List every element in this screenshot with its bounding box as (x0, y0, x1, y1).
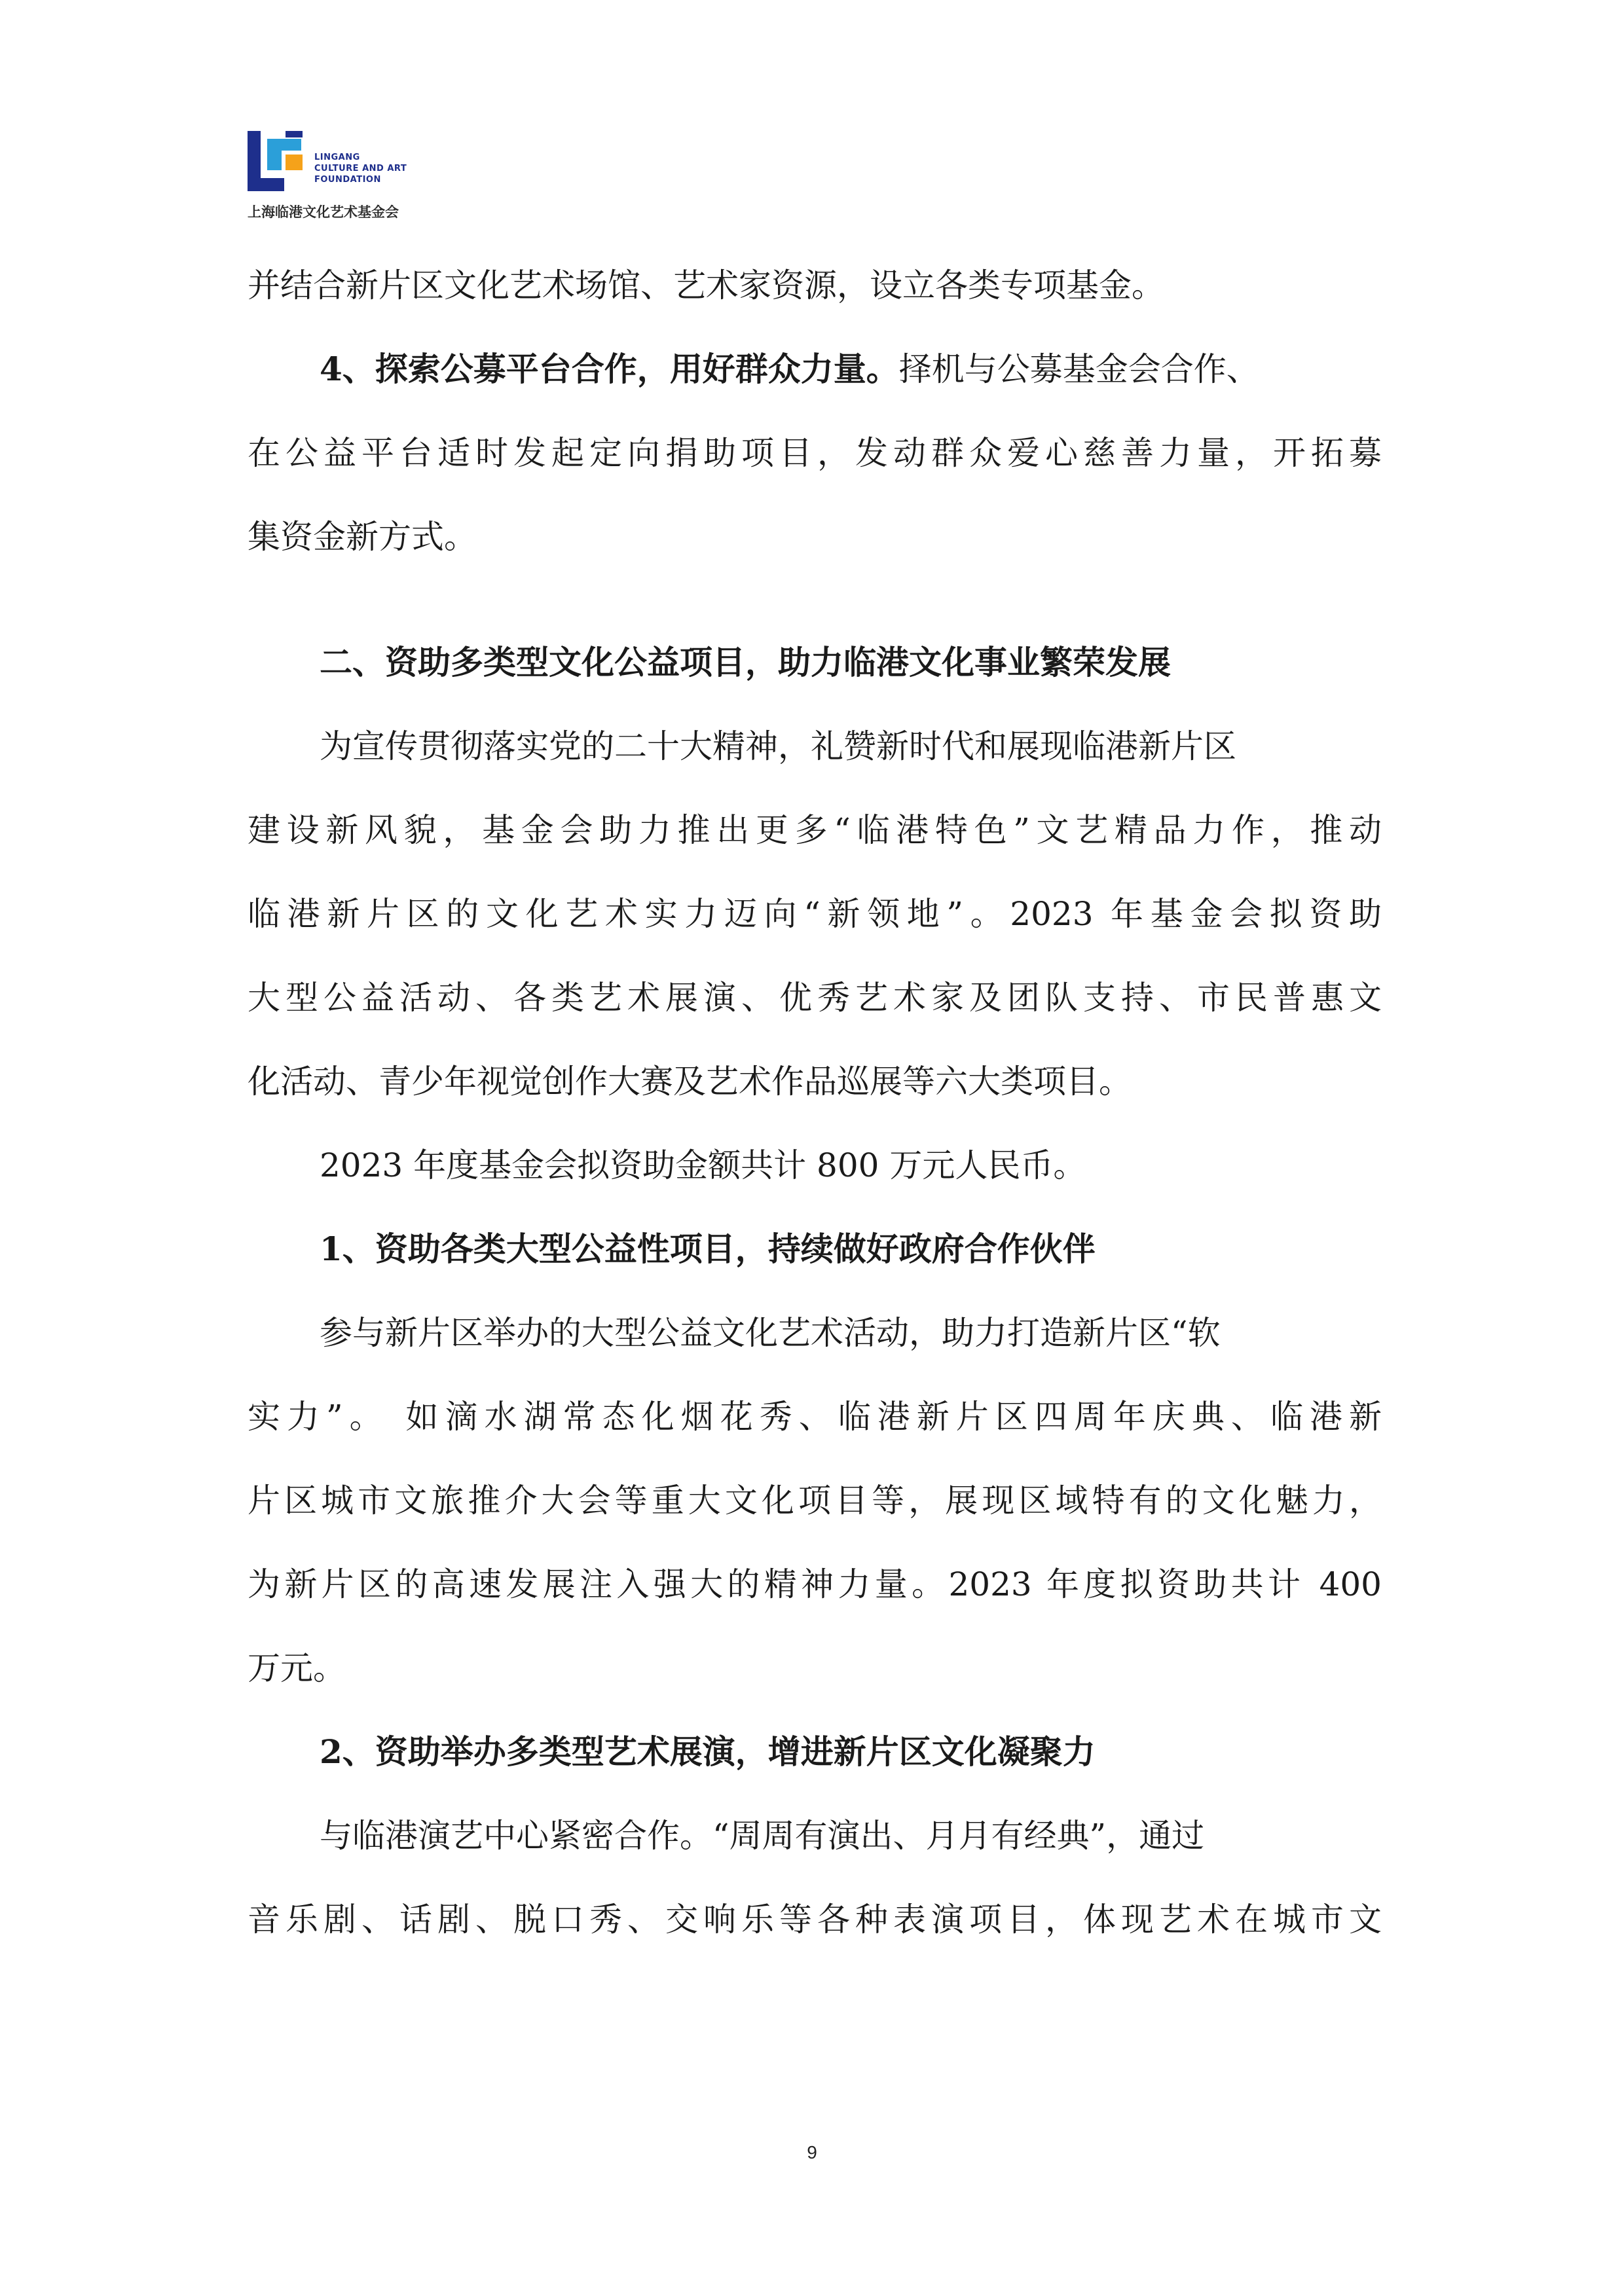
section-heading: 二、资助多类型文化公益项目，助力临港文化事业繁荣发展 (320, 643, 1171, 682)
paragraph-line: 实力”。 如滴水湖常态化烟花秀、临港新片区四周年庆典、临港新 (248, 1398, 1382, 1436)
paragraph-line: 万元。 (248, 1649, 346, 1687)
paragraph-line: 大型公益活动、各类艺术展演、优秀艺术家及团队支持、市民普惠文 (248, 979, 1382, 1017)
paragraph-line: 化活动、青少年视觉创作大赛及艺术作品巡展等六大类项目。 (248, 1063, 1132, 1101)
paragraph-line: 为宣传贯彻落实党的二十大精神，礼赞新时代和展现临港新片区 (320, 727, 1236, 765)
inline-heading: 4、探索公募平台合作，用好群众力量。 (320, 350, 899, 388)
lingang-logo-icon (248, 131, 306, 191)
paragraph-line: 集资金新方式。 (248, 518, 477, 556)
paragraph-line: 参与新片区举办的大型公益文化艺术活动，助力打造新片区“软 (320, 1314, 1221, 1352)
logo-en-line: LINGANG (314, 153, 360, 162)
paragraph-line: 并结合新片区文化艺术场馆、艺术家资源，设立各类专项基金。 (248, 266, 1164, 304)
foundation-logo (248, 131, 470, 223)
logo-chinese-name: 上海临港文化艺术基金会 (248, 204, 399, 220)
logo-en-line: CULTURE AND ART (314, 164, 407, 173)
subsection-heading: 1、资助各类大型公益性项目，持续做好政府合作伙伴 (320, 1230, 1096, 1268)
paragraph-line: 临港新片区的文化艺术实力迈向“新领地”。2023 年基金会拟资助 (248, 895, 1382, 933)
paragraph-line: 建设新风貌，基金会助力推出更多“临港特色”文艺精品力作，推动 (248, 811, 1382, 849)
paragraph-line: 片区城市文旅推介大会等重大文化项目等，展现区域特有的文化魅力， (248, 1482, 1382, 1520)
paragraph-line: 与临港演艺中心紧密合作。“周周有演出、月月有经典”，通过 (320, 1817, 1205, 1855)
paragraph-line: 在公益平台适时发起定向捐助项目，发动群众爱心慈善力量，开拓募 (248, 434, 1382, 472)
subsection-heading: 2、资助举办多类型艺术展演，增进新片区文化凝聚力 (320, 1732, 1096, 1771)
paragraph-line (320, 348, 1454, 390)
paragraph-line: 音乐剧、话剧、脱口秀、交响乐等各种表演项目，体现艺术在城市文 (248, 1901, 1382, 1939)
logo-english-name (314, 152, 407, 185)
logo-en-line: FOUNDATION (314, 175, 381, 185)
inline-text: 择机与公募基金会合作、 (898, 350, 1259, 388)
paragraph-line: 为新片区的高速发展注入强大的精神力量。2023 年度拟资助共计 400 (248, 1565, 1382, 1603)
paragraph-line: 2023 年度基金会拟资助金额共计 800 万元人民币。 (320, 1146, 1086, 1184)
page-number: 9 (807, 2142, 817, 2162)
